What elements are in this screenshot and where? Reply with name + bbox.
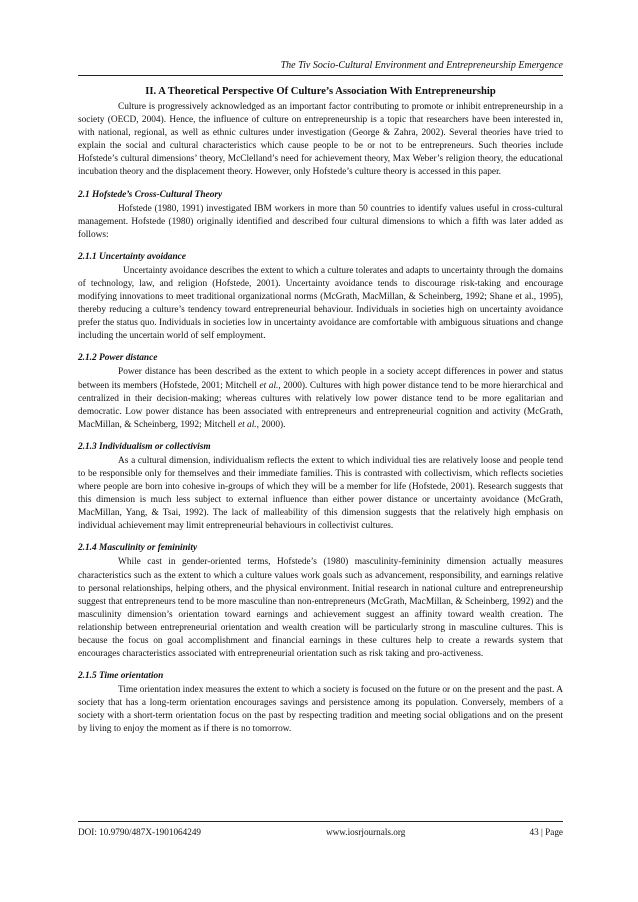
intro-paragraph: Culture is progressively acknowledged as an important factor contributing to promote or inhibit entrepreneurship in a society (OECD, 2004). Hence, the influence of culture on entrepreneurship is a topic that researchers have been interested in, with national, regional, as well as ethnic cultures under investigation (George & Zahra, 2002). Several theories have tried to explain the social and cultural characteristics which cause people to be or not to be entrepreneurs. Such theories include Hofstede’s cultural dimensions’ theory, McClelland’s need for achievement theory, Max Weber’s religion theory, the educational incubation theory and the displacement theory. However, only Hofstede’s culture theory is accessed in this paper. xyxy=(78,102,563,178)
paragraph-2-1-5: Time orientation index measures the extent to which a society is focused on the future or on the present and the past. A society that has a long-term orientation encourages savings and persistence among its population. Conversely, members of a society with a short-term orientation focus on the past by respecting tradition and meeting social obligations and on the present by living to enjoy the moment as if there is no tomorrow. xyxy=(78,685,563,735)
heading-2-1-1: 2.1.1 Uncertainty avoidance xyxy=(78,251,186,262)
et-al-2: et al., xyxy=(237,419,259,430)
paragraph-2-1-1: Uncertainty avoidance describes the extent to which a culture tolerates and adapts to uncertainty through the domains of technology, law, and religion (Hofstede, 2001). Uncertainty avoidance tends to discourage risk-taking and encourage modifying innovations to meet traditional organizational norms (McGrath, MacMillan, & Scheinberg, 1992; Shane et al., 1995), thereby reducing a culture’s tendency toward entrepreneurial behaviour. Individuals in societies high on uncertainty avoidance prefer the status quo. Individuals in societies low in uncertainty avoidance are comfortable with ambiguous situations and change including the uncertain world of self employment. xyxy=(78,265,563,342)
footer-page-number: 43 | Page xyxy=(529,827,563,837)
heading-2-1: 2.1 Hofstede’s Cross-Cultural Theory xyxy=(78,189,223,200)
paragraph-2-1-2 xyxy=(78,366,563,431)
et-al-1: et al., xyxy=(259,380,281,391)
heading-2-1-4: 2.1.4 Masculinity or femininity xyxy=(78,543,198,554)
paragraph-2-1-2-part-b: 2000). Cultures with high power distance tend to be more hierarchical and centralized in their decision-making; whereas cultures with relatively low power distance tend to be more egalitarian and democratic. Low power distance has been associated with entrepreneurs and entrepreneurial cognition and activity (McGrath, MacMillan, & Scheinberg, 1992; Mitchell xyxy=(78,380,563,430)
paragraph-2-1: Hofstede (1980, 1991) investigated IBM workers in more than 50 countries to identify values useful in cross-cultural management. Hofstede (1980) originally identified and described four cultural dimensions to which a fifth was later added as follows: xyxy=(78,203,563,240)
paragraph-2-1-3: As a cultural dimension, individualism reflects the extent to which individual ties are relatively loose and people tend to be responsible only for themselves and their immediate families. This is contrasted with collectivism, which reflects societies where people are born into cohesive in-groups of which they will be a member for life (Hofstede, 2001). Research suggests that this dimension is much less subject to external influence than either power distance or uncertainty avoidance (McGrath, MacMillan, Yang, & Tsai, 1992). The lack of malleability of this dimension suggests that the relatively high emphasis on individual achievement may limit entrepreneurial behaviours in collectivist cultures. xyxy=(78,455,563,532)
heading-2-1-2: 2.1.2 Power distance xyxy=(78,353,158,364)
footer-rule xyxy=(78,821,563,822)
article-body xyxy=(78,101,563,737)
footer-doi: DOI: 10.9790/487X-1901064249 xyxy=(78,827,202,837)
paragraph-2-1-4: While cast in gender-oriented terms, Hofstede’s (1980) masculinity-femininity dimension actually measures characteristics such as the extent to which a culture values work goals such as advancement, responsibility, and earnings relative to personal relationships, helping others, and the physical environment. Initial research in national culture and entrepreneurship suggest that entrepreneurs tend to be more masculine than non-entrepreneurs (McGrath, MacMillan, & Scheinberg, 1992) and the masculinity dimension’s orientation toward earnings and achievement suggest an affinity toward wealth creation. The relationship between entrepreneurial orientation and wealth creation will be particularly strong in masculine cultures. This is because the focus on goal accomplishment and financial earnings in these cultures help to create a rewards system that encourages characteristics associated with entrepreneurial orientation such as risk taking and pro-activeness. xyxy=(78,557,563,660)
heading-2-1-5: 2.1.5 Time orientation xyxy=(78,671,164,682)
paragraph-2-1-2-part-c: 2000). xyxy=(258,419,286,430)
heading-2-1-3: 2.1.3 Individualism or collectivism xyxy=(78,441,211,452)
footer-website-link[interactable]: www.iosrjournals.org xyxy=(326,827,406,837)
running-header: The Tiv Socio-Cultural Environment and Entrepreneurship Emergence xyxy=(280,60,563,71)
header-rule xyxy=(78,75,563,76)
paragraph-2-1-2-part-a: Power distance has been described as the extent to which people in a society accept differences in power and status between its members (Hofstede, 2001; Mitchell xyxy=(78,367,563,391)
section-title: II. A Theoretical Perspective Of Culture’s Association With Entrepreneurship xyxy=(145,86,496,97)
